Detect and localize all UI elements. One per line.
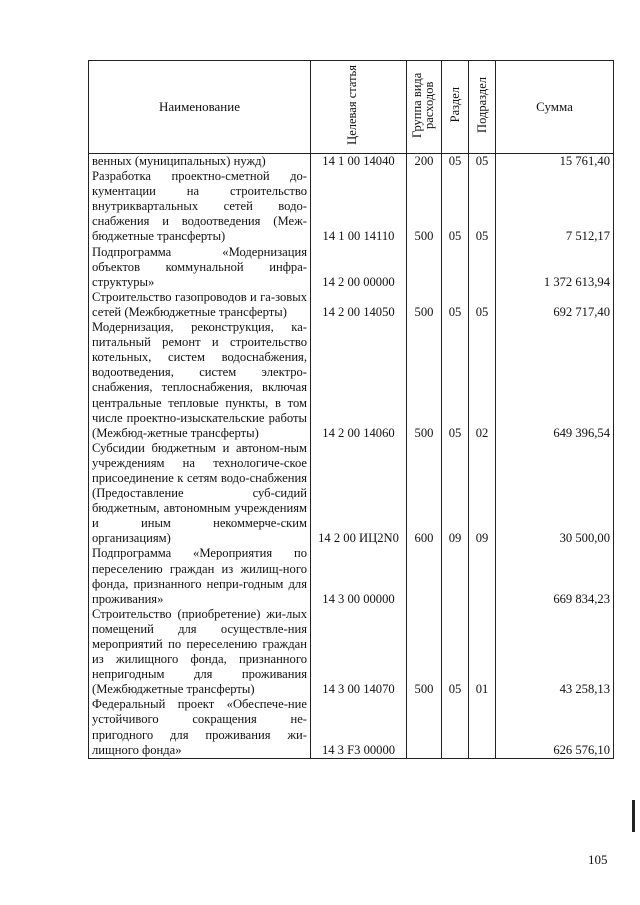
row-group: 200 (407, 154, 442, 170)
row-subsection (469, 697, 496, 758)
row-name: Модернизация, реконструкция, ка-питальный ремонт и строительство котельных, систем водоснабжения, водоотведения, систем электро-снабжения, теплоснабжения, включая центральные тепловые пункты, в том числе проектно-изыскательские работы (Межбюд-жетные трансферты) (89, 320, 311, 441)
row-name: Федеральный проект «Обеспече-ние устойчивого сокращения не-пригодного для проживания жи-лищного фонда» (89, 697, 311, 758)
row-section (442, 697, 469, 758)
row-section: 05 (442, 290, 469, 320)
row-target: 14 3 00 14070 (311, 607, 407, 698)
row-name: Подпрограмма «Мероприятия по переселению граждан из жилищ-ного фонда, признанного непри-годным для проживания» (89, 546, 311, 606)
row-name: Строительство газопроводов и га-зовых сетей (Межбюджетные трансферты) (89, 290, 311, 320)
header-name: Наименование (89, 61, 311, 154)
row-group: 500 (407, 169, 442, 244)
table-row (89, 290, 614, 320)
row-target: 14 2 00 ИЦ2N0 (311, 441, 407, 547)
row-name: Разработка проектно-сметной до-кументации на строительство внутриквартальных сетей водо-снабжения и водоотведения (Меж-бюджетные трансферты) (89, 169, 311, 244)
row-target: 14 2 00 00000 (311, 245, 407, 290)
row-name: Субсидии бюджетным и автоном-ным учреждениям на технологиче-ское присоединение к сетям водо-снабжения (Предоставление суб-сидий бюджетным, автономным учреждениям и иным некоммерче-ским организациям) (89, 441, 311, 547)
header-target: Целевая статья (311, 61, 407, 154)
row-section: 09 (442, 441, 469, 547)
row-target: 14 2 00 14060 (311, 320, 407, 441)
row-section (442, 546, 469, 606)
table-row (89, 607, 614, 698)
row-name: Подпрограмма «Модернизация объектов коммунальной инфра-структуры» (89, 245, 311, 290)
row-section: 05 (442, 607, 469, 698)
row-group: 500 (407, 607, 442, 698)
row-name: Строительство (приобретение) жи-лых помещений для осуществле-ния мероприятий по переселению граждан из жилищного фонда, признанного непригодным для проживания (Межбюджетные трансферты) (89, 607, 311, 698)
row-group (407, 697, 442, 758)
header-section: Раздел (442, 61, 469, 154)
row-subsection: 05 (469, 290, 496, 320)
row-group: 500 (407, 290, 442, 320)
table-row (89, 245, 614, 290)
row-subsection: 05 (469, 154, 496, 170)
row-subsection: 02 (469, 320, 496, 441)
row-group (407, 245, 442, 290)
row-section: 05 (442, 320, 469, 441)
row-sum: 626 576,10 (496, 697, 614, 758)
row-sum: 649 396,54 (496, 320, 614, 441)
header-group: Группа вида расходов (407, 61, 442, 154)
row-sum: 669 834,23 (496, 546, 614, 606)
row-target: 14 1 00 14110 (311, 169, 407, 244)
table-header (89, 61, 614, 154)
row-section: 05 (442, 169, 469, 244)
row-subsection (469, 546, 496, 606)
row-name: венных (муниципальных) нужд) (89, 154, 311, 170)
row-sum: 15 761,40 (496, 154, 614, 170)
row-group: 600 (407, 441, 442, 547)
row-target: 14 1 00 14040 (311, 154, 407, 170)
page-number: 105 (588, 852, 608, 867)
table-row (89, 169, 614, 244)
budget-table (88, 60, 614, 759)
row-subsection: 05 (469, 169, 496, 244)
table-row (89, 441, 614, 547)
row-sum: 692 717,40 (496, 290, 614, 320)
margin-mark (632, 800, 635, 832)
row-section: 05 (442, 154, 469, 170)
header-sum: Сумма (496, 61, 614, 154)
row-target: 14 2 00 14050 (311, 290, 407, 320)
table-row (89, 697, 614, 758)
row-group: 500 (407, 320, 442, 441)
row-subsection: 01 (469, 607, 496, 698)
table-row (89, 154, 614, 170)
row-group (407, 546, 442, 606)
row-sum: 7 512,17 (496, 169, 614, 244)
row-target: 14 3 00 00000 (311, 546, 407, 606)
table-row (89, 546, 614, 606)
row-target: 14 3 F3 00000 (311, 697, 407, 758)
row-section (442, 245, 469, 290)
table-row (89, 320, 614, 441)
header-subsection: Подраздел (469, 61, 496, 154)
row-sum: 30 500,00 (496, 441, 614, 547)
row-sum: 1 372 613,94 (496, 245, 614, 290)
row-subsection: 09 (469, 441, 496, 547)
row-sum: 43 258,13 (496, 607, 614, 698)
table-body (89, 154, 614, 759)
row-subsection (469, 245, 496, 290)
